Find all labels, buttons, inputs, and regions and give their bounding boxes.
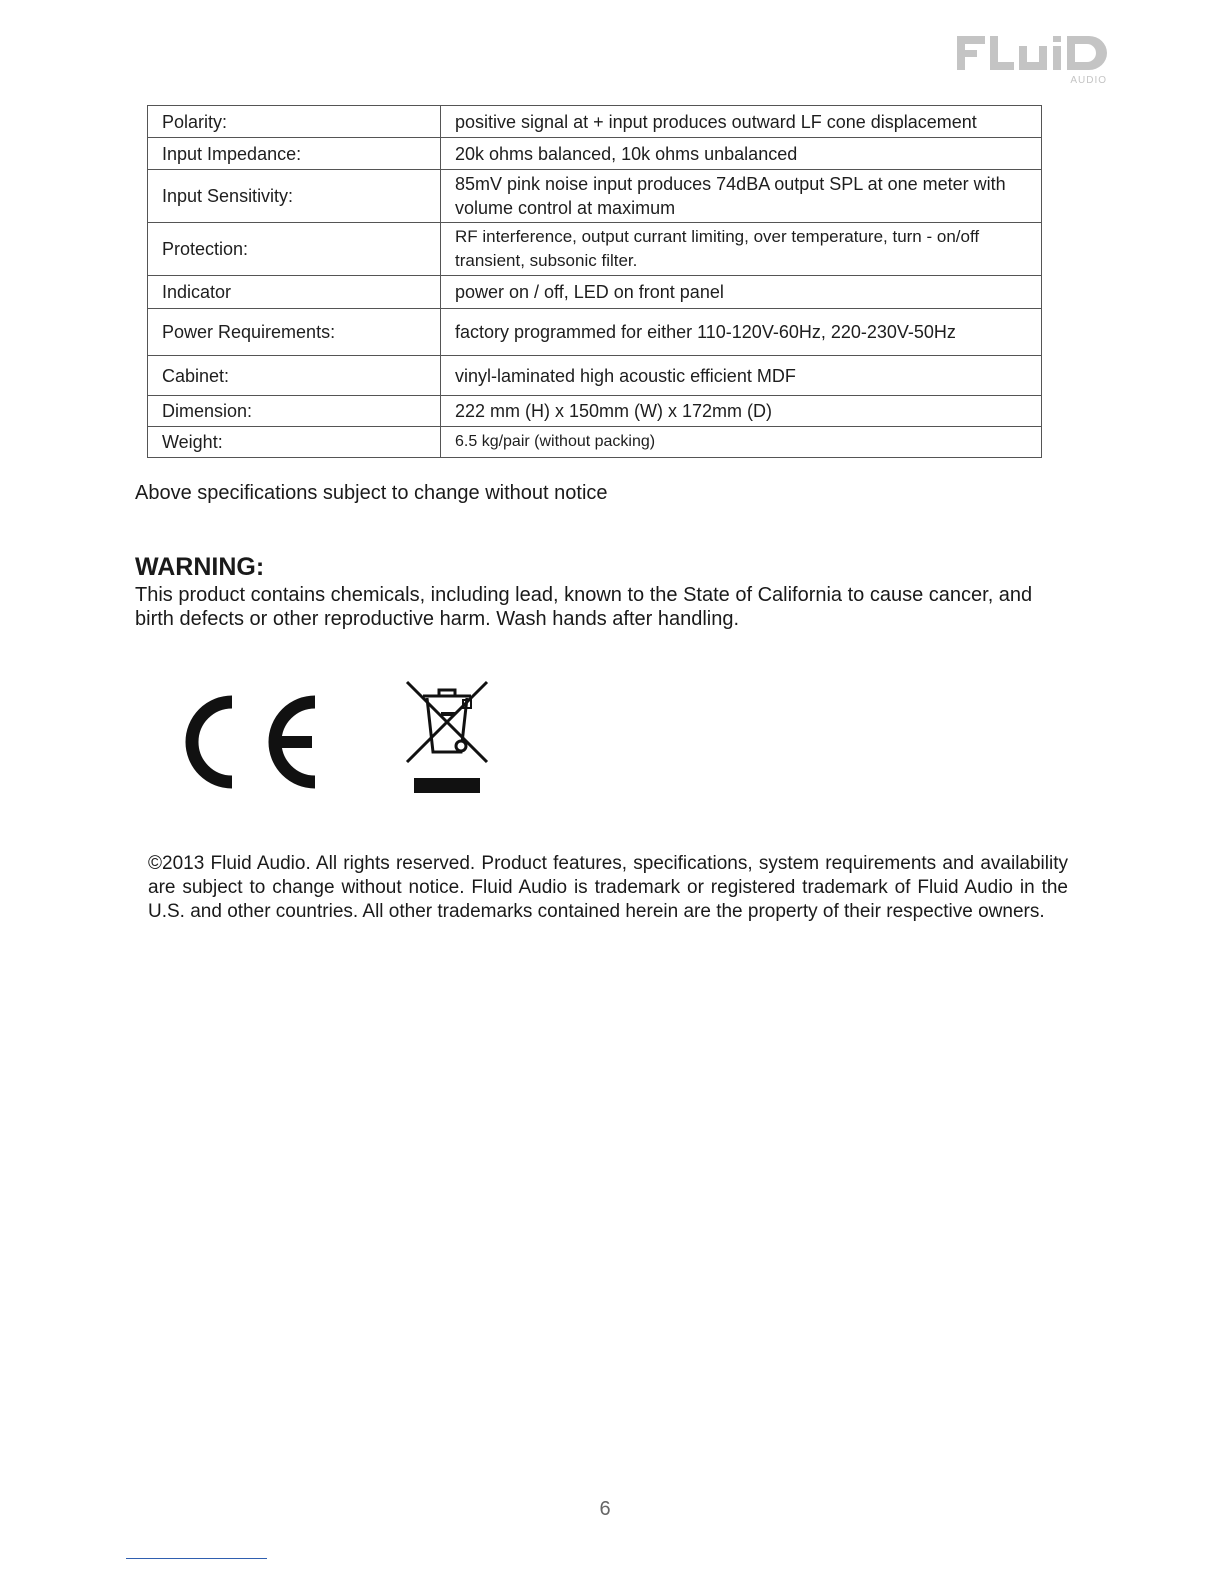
table-row: [148, 396, 1042, 427]
specifications-table: [147, 105, 1042, 458]
table-row: [148, 276, 1042, 309]
table-row: [148, 356, 1042, 396]
table-row: [148, 170, 1042, 223]
spec-label: Polarity:: [148, 106, 441, 138]
spec-label: Dimension:: [148, 396, 441, 427]
spec-label: Input Sensitivity:: [148, 170, 441, 223]
table-row: [148, 138, 1042, 170]
spec-label: Protection:: [148, 223, 441, 276]
spec-value: power on / off, LED on front panel: [441, 276, 1042, 309]
spec-label: Input Impedance:: [148, 138, 441, 170]
logo-subtext: AUDIO: [1070, 75, 1107, 86]
copyright-notice: ©2013 Fluid Audio. All rights reserved. Product features, specifications, system requirements and availability are subject to change without notice. Fluid Audio is trademark or registered trademark of Fluid Audio in the U.S. and other countries. All other trademarks contained herein are the property of their respective owners.: [148, 853, 1068, 922]
spec-value: vinyl-laminated high acoustic efficient MDF: [441, 356, 1042, 396]
ce-mark-icon: [176, 688, 321, 796]
spec-label: Weight:: [148, 427, 441, 458]
spec-value: positive signal at + input produces outward LF cone displacement: [441, 106, 1042, 138]
spec-value: 20k ohms balanced, 10k ohms unbalanced: [441, 138, 1042, 170]
page-number: 6: [599, 1498, 611, 1520]
spec-label: Cabinet:: [148, 356, 441, 396]
crossed-out-wheelie-bin-icon: [403, 680, 491, 796]
spec-label: Indicator: [148, 276, 441, 309]
spec-label: Power Requirements:: [148, 309, 441, 356]
table-row: [148, 309, 1042, 356]
spec-value: factory programmed for either 110-120V-60Hz, 220-230V-50Hz: [441, 309, 1042, 356]
footnote-separator: [126, 1558, 267, 1559]
table-row: [148, 223, 1042, 276]
table-row: [148, 427, 1042, 458]
fluid-audio-logo-icon: [955, 34, 1110, 86]
warning-heading: WARNING:: [135, 553, 265, 581]
warning-text: This product contains chemicals, including lead, known to the State of California to cause cancer, and birth defects or other reproductive harm. Wash hands after handling.: [135, 584, 1033, 630]
spec-value: RF interference, output currant limiting, over temperature, turn - on/off transient, subsonic filter.: [441, 223, 1042, 276]
spec-value: 85mV pink noise input produces 74dBA output SPL at one meter with volume control at maximum: [441, 170, 1042, 223]
specifications-note: Above specifications subject to change without notice: [135, 482, 608, 504]
spec-value: 222 mm (H) x 150mm (W) x 172mm (D): [441, 396, 1042, 427]
spec-value: 6.5 kg/pair (without packing): [441, 427, 1042, 458]
table-row: [148, 106, 1042, 138]
